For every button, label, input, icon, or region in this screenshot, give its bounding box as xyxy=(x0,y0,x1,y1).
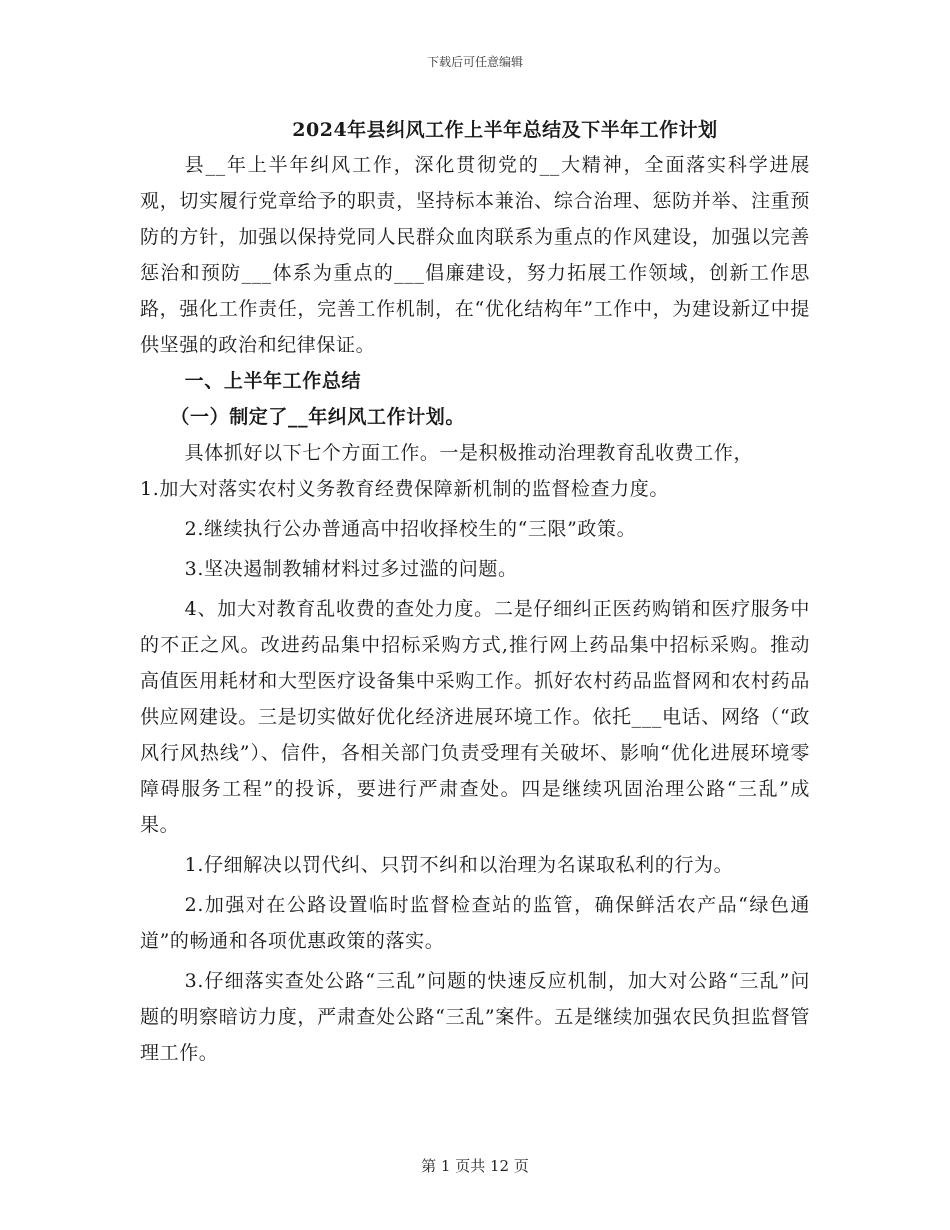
body-paragraph: 4、加大对教育乱收费的查处力度。二是仔细纠正医药购销和医疗服务中的不正之风。改进药品集中招标采购方式,推行网上药品集中招标采购。推动高值医用耗材和大型医疗设备集中采购工作。抓好农村药品监督网和农村药品供应网建设。三是切实做好优化经济进展环境工作。依托___电话、网络（“政风行风热线”）、信件，各相关部门负责受理有关破坏、影响“优化进展环境零障碍服务工程”的投诉，要进行严肃查处。四是继续巩固治理公路“三乱”成果。 xyxy=(140,598,810,836)
page-footer: 第 1 页共 12 页 xyxy=(421,1157,529,1175)
body-paragraph: 具体抓好以下七个方面工作。一是积极推动治理教育乱收费工作， xyxy=(184,442,754,464)
section-heading: 一、上半年工作总结 xyxy=(184,370,362,392)
list-item: 1.加大对落实农村义务教育经费保障新机制的监督检查力度。 xyxy=(140,478,669,500)
list-item: 1.仔细解决以罚代纠、只罚不纠和以治理为名谋取私利的行为。 xyxy=(184,854,734,876)
list-item: 2.加强对在公路设置临时监督检查站的监管，确保鲜活农产品“绿色通道”的畅通和各项优惠政策的落实。 xyxy=(140,894,810,952)
list-item: 3.坚决遏制教辅材料过多过滥的问题。 xyxy=(184,558,518,580)
intro-paragraph: 县__年上半年纠风工作，深化贯彻党的__大精神，全面落实科学进展观，切实履行党章给予的职责，坚持标本兼治、综合治理、惩防并举、注重预防的方针，加强以保持党同人民群众血肉联系为重点的作风建设，加强以完善惩治和预防___体系为重点的___倡廉建设，努力拓展工作领域，创新工作思路，强化工作责任，完善工作机制，在“优化结构年”工作中，为建设新辽中提供坚强的政治和纪律保证。 xyxy=(140,154,810,356)
page-header: 下载后可任意编辑 xyxy=(426,55,523,69)
list-item: 3.仔细落实查处公路“三乱”问题的快速反应机制，加大对公路“三乱”问题的明察暗访力度，严肃查处公路“三乱”案件。五是继续加强农民负担监督管理工作。 xyxy=(140,970,810,1064)
list-item: 2.继续执行公办普通高中招收择校生的“三限”政策。 xyxy=(184,518,637,540)
subsection-heading: （一）制定了__年纠风工作计划。 xyxy=(170,406,465,428)
document-body xyxy=(140,147,810,1071)
document-title: 2024年县纠风工作上半年总结及下半年工作计划 xyxy=(292,119,718,141)
